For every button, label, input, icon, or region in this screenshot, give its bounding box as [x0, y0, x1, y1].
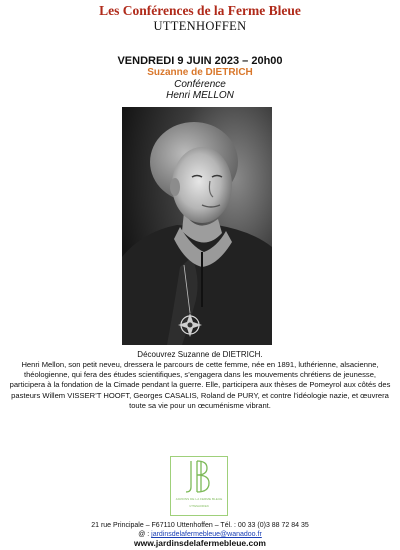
- jfb-monogram-icon: [171, 457, 227, 497]
- logo-subcaption: UTTENHOFFEN: [189, 505, 209, 508]
- event-kind: Conférence: [174, 79, 226, 90]
- farm-logo: [170, 456, 228, 516]
- email-prefix: @ :: [138, 531, 152, 538]
- website-link[interactable]: www.jardinsdelafermebleue.com: [134, 538, 266, 548]
- logo-caption: JARDINS DE LA FERME BLEUE: [175, 497, 223, 501]
- speaker-name: Suzanne de DIETRICH: [147, 67, 253, 78]
- intro-line: Découvrez Suzanne de DIETRICH.: [137, 350, 263, 359]
- lecturer-name: Henri MELLON: [166, 90, 234, 101]
- description-paragraph: Henri Mellon, son petit neveu, dressera le parcours de cette femme, née en 1891, luthérienne, alsacienne, théologienne, qui fera des études scientifiques, s’engagera dans les mouvements chrétiens de jeunesse, participera à la fondation de la Cimade pendant la guerre. Elle, participera aux thèses de Pomeyrol aux côtés des pasteurs Willem VISSER’T HOOFT, Georges CASALIS, Roland de PURY, et contre l’idéologie nazie, et œuvrera toute sa vie pour un œcuménisme vibrant.: [9, 360, 391, 410]
- email-link[interactable]: jardinsdelafermebleue@wanadoo.fr: [151, 531, 262, 538]
- portrait-photo: [122, 107, 272, 345]
- venue-name: UTTENHOFFEN: [153, 19, 247, 33]
- series-title: Les Conférences de la Ferme Bleue: [99, 3, 301, 18]
- contact-address: 21 rue Principale – F67110 Uttenhoffen – Tél. : 00 33 (0)3 88 72 84 35: [91, 522, 309, 529]
- event-date: VENDREDI 9 JUIN 2023 – 20h00: [117, 55, 283, 67]
